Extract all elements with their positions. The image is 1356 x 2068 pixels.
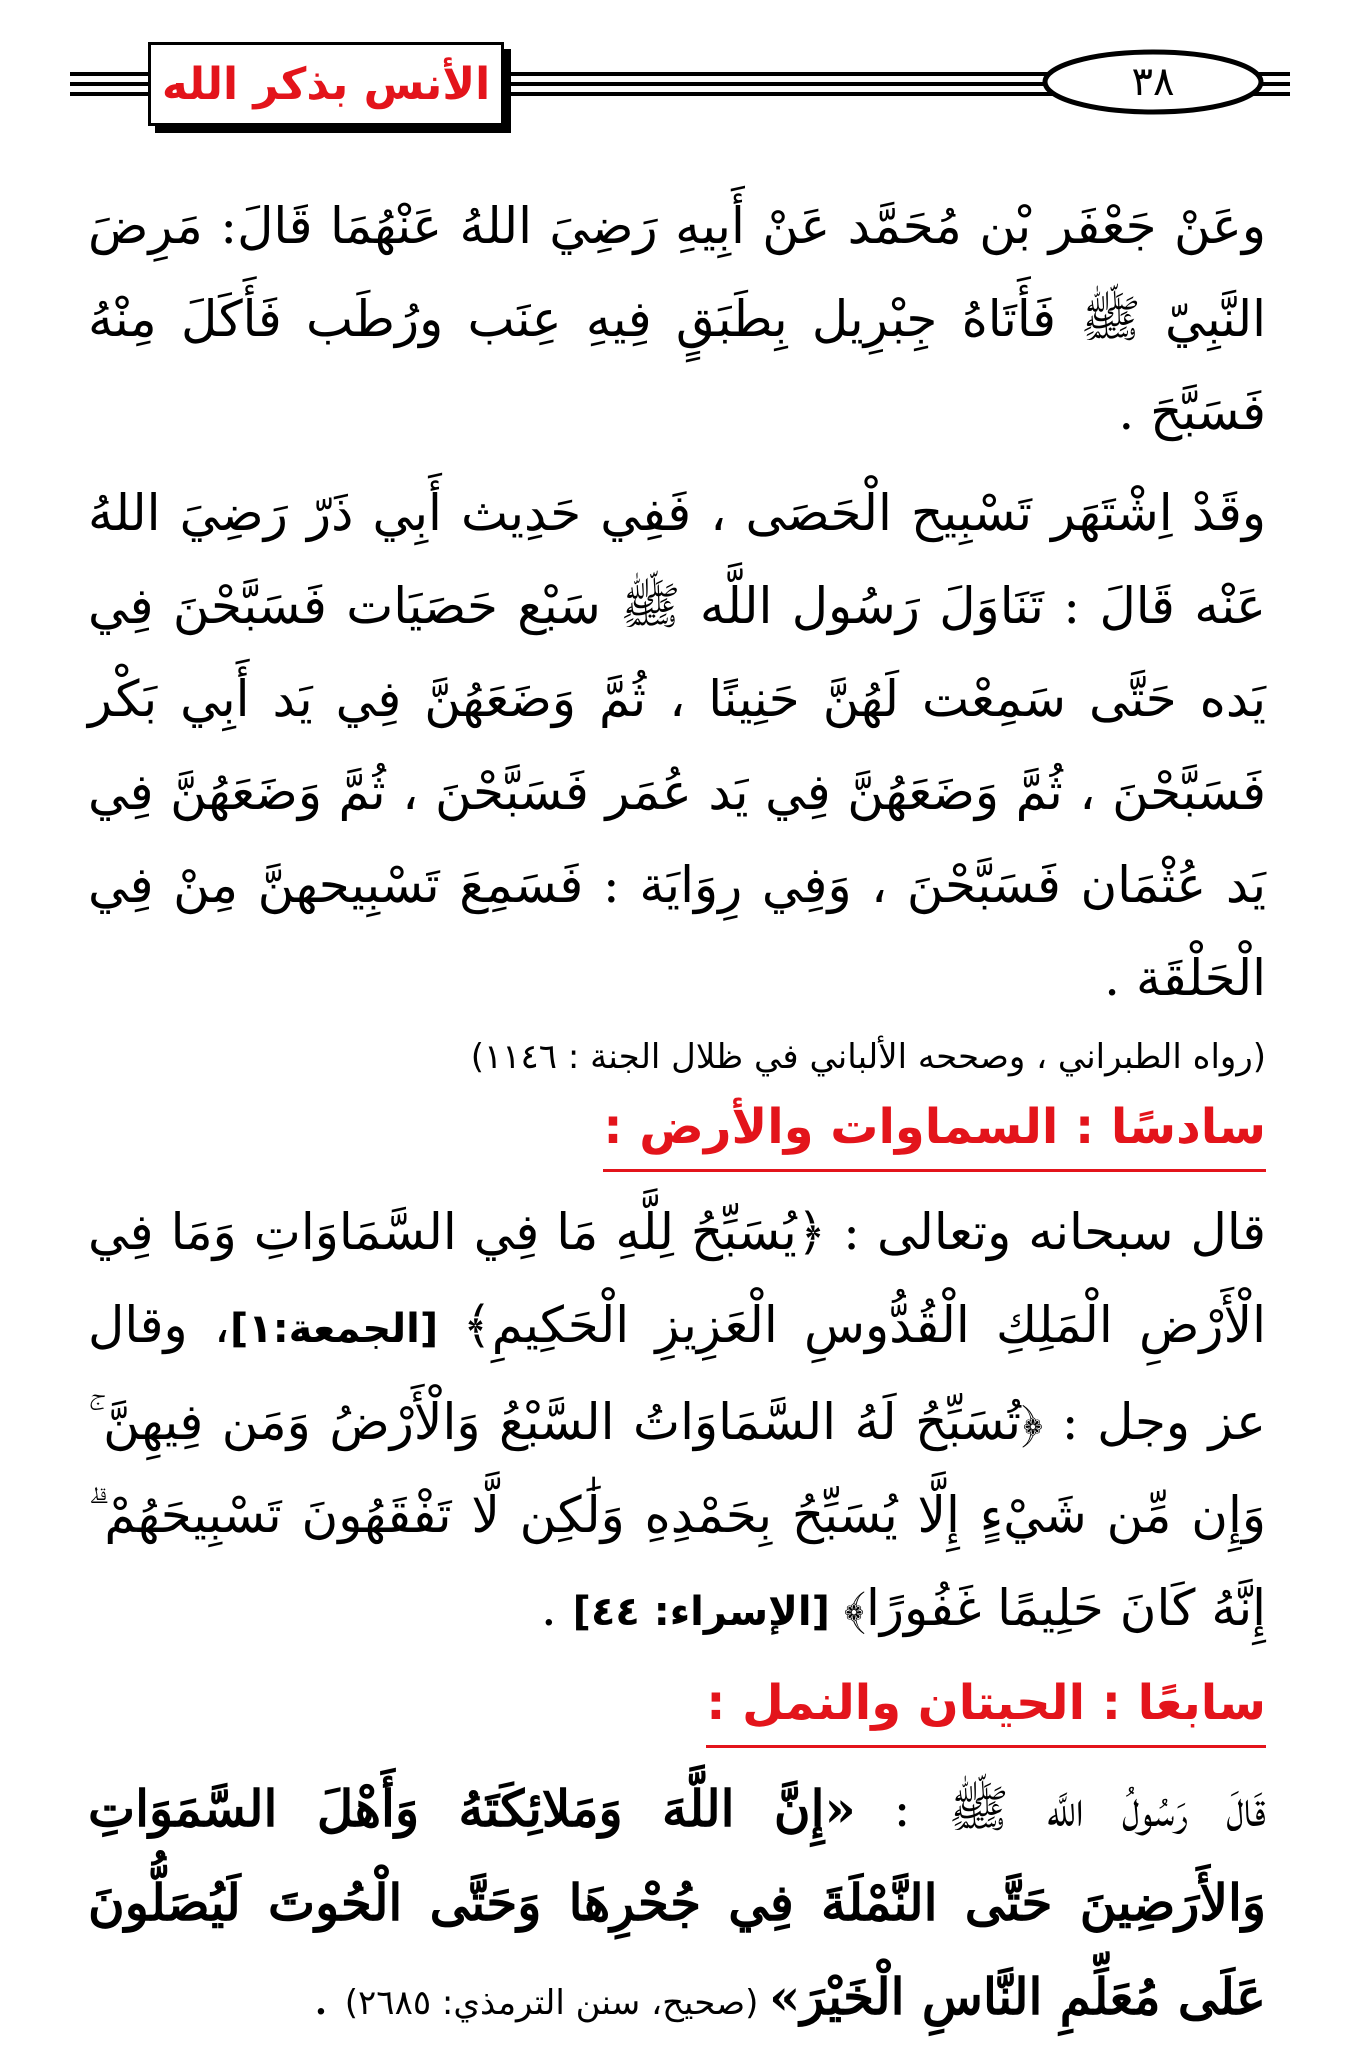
verse-ref-isra: [الإسراء: ٤٤] [572,1589,844,1635]
paragraph-quran-verses [88,1186,1266,1659]
page-header [0,0,1356,160]
section-heading-wrap-6 [88,1093,1266,1172]
section-heading-heavens-earth: سادسًا : السماوات والأرض : [603,1093,1266,1172]
hadith-intro: قَالَ رَسُولُ اللَّه ﷺ : [855,1780,1266,1838]
section-heading-wrap-7 [88,1669,1266,1748]
section-heading-fish-ants: سابعًا : الحيتان والنمل : [706,1669,1266,1748]
quran-verse-isra: ﴿تُسَبِّحُ لَهُ السَّمَاوَاتُ السَّبْعُ وَالْأَرْضُ وَمَن فِيهِنَّ ۚ وَإِن مِّن شَيْءٍ إِلَّا يُسَبِّحُ بِحَمْدِهِ وَلَٰكِن لَّا تَفْقَهُونَ تَسْبِيحَهُمْ ۗ إِنَّهُ كَانَ حَلِيمًا غَفُورًا﴾ [88,1393,1266,1637]
book-title-box [148,42,504,126]
paragraph-end-mark: . [540,1579,573,1637]
source-citation-tabarani: (رواه الطبراني ، وصححه الألباني في ظلال الجنة : ١١٤٦) [470,1037,1266,1077]
paragraph-teacher-hadith [88,1762,1266,2050]
page-number-badge [1040,48,1266,116]
quran-verse-jumuah: ﴿يُسَبِّحُ لِلَّهِ مَا فِي السَّمَاوَاتِ وَمَا فِي الْأَرْضِ الْمَلِكِ الْقُدُّوسِ الْعَزِيزِ الْحَكِيمِ﴾ [88,1203,1266,1354]
paragraph-pebbles-hadith: وقَدْ اِشْتَهَر تَسْبِيح الْحَصَى ، فَفِي حَدِيث أَبِي ذَرّ رَضِيَ اللهُ عَنْه قَالَ : تَنَاوَلَ رَسُول اللَّه ﷺ سَبْع حَصَيَات فَسَبَّحْنَ فِي يَده حَتَّى سَمِعْت لَهُنَّ حَنِينًا ، ثُمَّ وَضَعَهُنَّ فِي يَد أَبِي بَكْر فَسَبَّحْنَ ، ثُمَّ وَضَعَهُنَّ فِي يَد عُمَر فَسَبَّحْنَ ، ثُمَّ وَضَعَهُنَّ فِي يَد عُثْمَان فَسَبَّحْنَ ، وَفِي رِوَايَة : فَسَمِعَ تَسْبِيحهنَّ مِنْ فِي الْحَلْقَة . [88,484,1266,1007]
page-content [88,180,1266,2050]
book-title: الأنس بذكر الله [161,58,491,110]
source-citation-tirmidhi: (صحيح، سنن الترمذي: ٢٦٨٥) [344,1983,770,2023]
paragraph-end-mark-2: . [312,1968,345,2026]
page-number: ٣٨ [1131,59,1175,105]
quote-intro: قال سبحانه وتعالى : [826,1203,1266,1261]
quote-connector: ، وقال عز وجل : [88,1296,1266,1451]
verse-ref-jumuah: [الجمعة:١] [229,1306,463,1352]
hadith-text-bold: «إِنَّ اللَّهَ وَمَلائِكَتَهُ وَأَهْلَ السَّمَوَاتِ وَالأَرَضِينَ حَتَّى النَّمْلَةَ فِي جُحْرِهَا وَحَتَّى الْحُوتَ لَيُصَلُّونَ عَلَى مُعَلِّمِ النَّاسِ الْخَيْرَ» [88,1779,1266,2026]
paragraph-jafar-hadith: وعَنْ جَعْفَر بْن مُحَمَّد عَنْ أَبِيهِ رَضِيَ اللهُ عَنْهُمَا قَالَ: مَرِضَ النَّبِيّ ﷺ فَأَتَاهُ جِبْرِيل بِطَبَقٍ فِيهِ عِنَب ورُطَب فَأَكَلَ مِنْهُ فَسَبَّحَ . [88,197,1266,441]
